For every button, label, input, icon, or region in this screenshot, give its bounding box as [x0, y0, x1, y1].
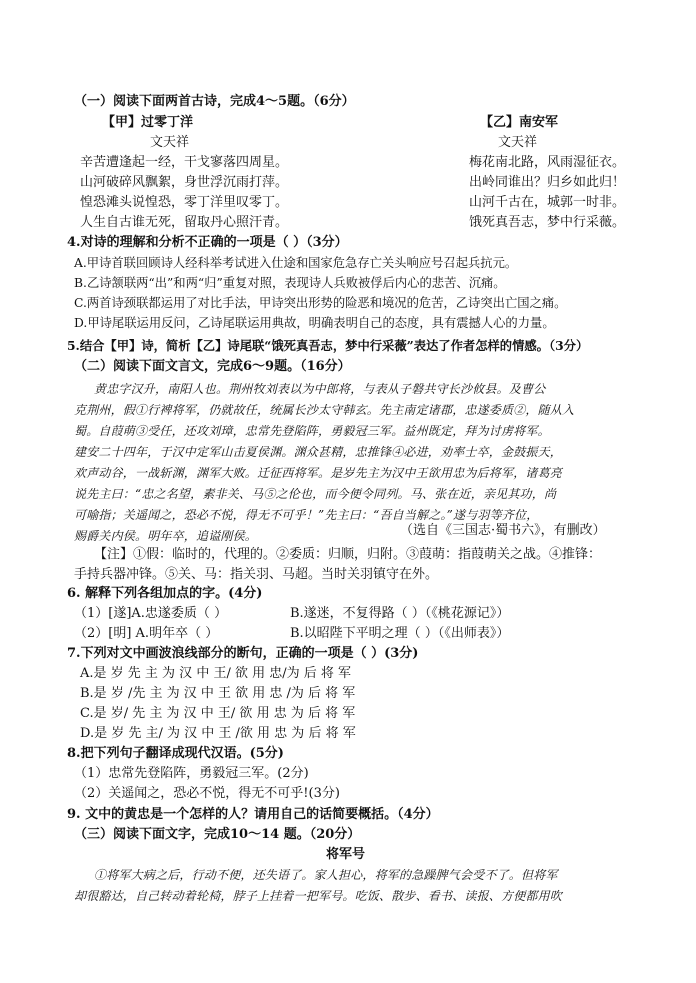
section3-title: 将军号	[326, 847, 366, 862]
q4-option-d: D.甲诗尾联运用反问，乙诗尾联运用典故，明确表明自己的态度，具有震撼人心的力量。	[74, 316, 555, 330]
q7-option-b: B.是 岁 /先 主 为 汉 中 王 欲 用 忠 /为 后 将 军	[80, 686, 356, 701]
poem-jia-author: 文天祥	[150, 135, 190, 150]
poem-yi-line: 山河千古在，城郭一时非。	[469, 195, 626, 210]
q6-stem: 6. 解释下列各组加点的字。(4分)	[67, 586, 263, 601]
q7-stem: 7.下列对文中画波浪线部分的断句，正确的一项是（ ）(3分)	[67, 646, 419, 661]
passage-line: 建安二十四年，于汉中定军山击夏侯渊。渊众甚精，忠推锋④必进，劝率士卒，金鼓振天，	[74, 445, 563, 459]
poem-yi-title: 【乙】南安军	[480, 115, 559, 130]
passage-line: 克荆州，假①行裨将军，仍就故任，统属长沙太守韩玄。先主南定诸郡，忠遂委质②，随从入	[74, 403, 575, 417]
passage-line: 欢声动谷，一战斩渊，渊军大败。迁征西将军。是岁先主为汉中王欲用忠为后将军，诸葛亮	[74, 466, 563, 480]
poem-jia-line: 山河破碎风飘絮，身世浮沉雨打萍。	[80, 175, 289, 190]
poem-jia-line: 辛苦遭逢起一经，干戈寥落四周星。	[80, 155, 289, 170]
q6-row1-left: （1）[遂]A.忠遂委质（ ）	[74, 606, 228, 621]
passage-line: 说先主曰：“忠之名望，素非关、马⑤之伦也，而今便令同列。马、张在近，亲见其功，尚	[74, 487, 557, 501]
section2-heading: （二）阅读下面文言文，完成6～9题。（16分）	[74, 359, 351, 374]
q8-item-2: （2）关遥闻之，恐必不悦，得无不可乎!(3分)	[74, 786, 340, 801]
passage-line: 黄忠字汉升，南阳人也。荆州牧刘表以为中郎将，与表从子磐共守长沙攸县。及曹公	[94, 382, 546, 396]
q9-stem: 9. 文中的黄忠是一个怎样的人？请用自己的话简要概括。（4分）	[67, 807, 439, 822]
passage-line: 可喻指；关遥闻之，恐必不悦，得无不可乎！”先主曰：“吾自当解之。”遂与羽等齐位，	[74, 508, 539, 522]
notes-line: 【注】①假：临时的，代理的。②委质：归顺，归附。③葭萌：指葭萌关之战。④推锋：	[94, 547, 602, 562]
notes-line: 手持兵器冲锋。⑤关、马：指关羽、马超。当时关羽镇守在外。	[74, 567, 439, 582]
q4-option-a: A.甲诗首联回顾诗人经科举考试进入仕途和国家危急存亡关头响应号召起兵抗元。	[74, 256, 518, 270]
section3-passage-line: 却很豁达，自己转动着轮椅，脖子上挂着一把军号。吃饭、散步、看书、读报、方便都用吹	[74, 889, 563, 903]
section3-passage-line: ①将军大病之后，行动不便，还失语了。家人担心，将军的急躁脾气会受不了。但将军	[94, 868, 558, 882]
q7-option-a: A.是 岁 先 主 为 汉 中 王/ 欲 用 忠/为 后 将 军	[80, 666, 352, 681]
passage-line: 蜀。自葭萌③受任，还攻刘璋，忠常先登陷阵，勇毅冠三军。益州既定，拜为讨虏将军。	[74, 424, 550, 438]
q8-stem: 8.把下列句子翻译成现代汉语。(5分)	[67, 746, 284, 761]
q8-item-1: （1）忠常先登陷阵，勇毅冠三军。(2分)	[74, 766, 309, 781]
passage-source: （选自《三国志·蜀书六》，有删改）	[400, 523, 606, 538]
q7-option-c: C.是 岁/ 先 主 为 汉 中 王/ 欲 用 忠 为 后 将 军	[80, 706, 356, 721]
q6-row2-right: B.以昭陛下平明之理（ ）（《出师表》）	[290, 626, 510, 641]
q7-option-d: D.是 岁 先 主/ 为 汉 中 王 /欲 用 忠 为 后 将 军	[80, 726, 356, 741]
q4-option-b: B.乙诗颔联两“出”和两“归”重复对照，表现诗人兵败被俘后内心的悲苦、沉痛。	[74, 276, 506, 290]
section3-heading: （三）阅读下面文字，完成10～14 题。（20分）	[74, 827, 361, 842]
passage-line: 赐爵关内侯。明年卒，追谥刚侯。	[74, 529, 258, 543]
poem-yi-line: 饿死真吾志，梦中行采薇。	[469, 215, 626, 230]
poem-jia-line: 惶恐滩头说惶恐，零丁洋里叹零丁。	[80, 195, 289, 210]
q4-stem: 4.对诗的理解和分析不正确的一项是（ ）（3分）	[67, 235, 348, 250]
q6-row2-left: （2）[明] A.明年卒（ ）	[74, 626, 219, 641]
q5-stem: 5.结合【甲】诗，简析【乙】诗尾联“饿死真吾志，梦中行采薇”表达了作者怎样的情感。（3分）	[67, 338, 589, 353]
poem-yi-line: 出岭同谁出？归乡如此归！	[469, 175, 626, 190]
q6-row1-right: B.遂迷，不复得路（ ）（《桃花源记》）	[290, 606, 510, 621]
section1-heading: （一）阅读下面两首古诗，完成4～5题。（6分）	[74, 94, 355, 109]
poem-yi-author: 文天祥	[498, 135, 538, 150]
q4-option-c: C.两首诗颈联都运用了对比手法，甲诗突出形势的险恶和境况的危苦，乙诗突出亡国之痛。	[74, 296, 567, 310]
poem-yi-line: 梅花南北路，风雨湿征衣。	[469, 155, 626, 170]
poem-jia-line: 人生自古谁无死，留取丹心照汗青。	[80, 215, 289, 230]
poem-jia-title: 【甲】过零丁洋	[102, 115, 194, 130]
